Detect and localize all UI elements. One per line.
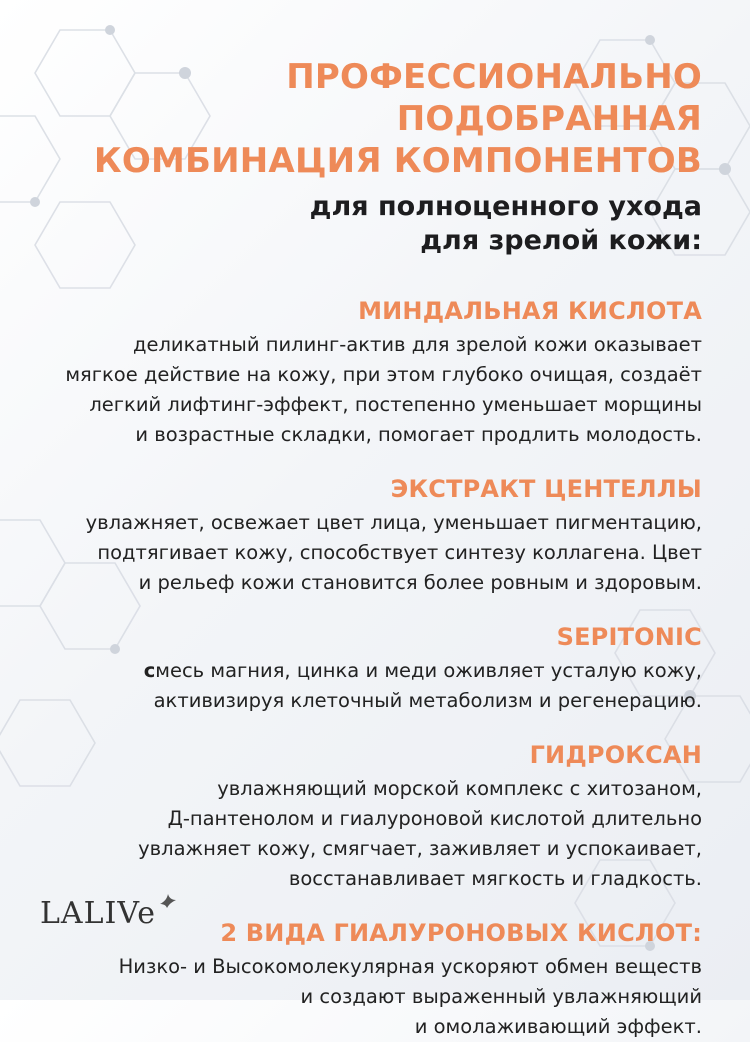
section-body	[40, 330, 702, 450]
section-title: SEPITONIC	[556, 623, 702, 651]
section-line: увлажняет кожу, смягчает, заживляет и успокаивает,	[138, 837, 702, 860]
section-line: Д-пантенолом и гиалуроновой кислотой длительно	[167, 807, 702, 830]
section-body	[40, 656, 702, 716]
section-line: увлажняет, освежает цвет лица, уменьшает пигментацию,	[85, 511, 702, 534]
section-title: ЭКСТРАКТ ЦЕНТЕЛЛЫ	[390, 475, 702, 503]
section-line: мягкое действие на кожу, при этом глубоко очищая, создаёт	[65, 363, 702, 386]
section-title: МИНДАЛЬНАЯ КИСЛОТА	[358, 297, 702, 325]
section-line: Низко- и Высокомолекулярная ускоряют обмен веществ	[118, 955, 702, 978]
subheadline	[40, 190, 702, 258]
section-mandelic-acid	[40, 296, 702, 450]
section-hyaluronic-acids	[40, 918, 702, 1042]
section-hydroxan	[40, 740, 702, 894]
section-line-text: месь магния, цинка и меди оживляет усталую кожу,	[155, 659, 702, 682]
section-body	[40, 774, 702, 894]
section-line	[40, 656, 702, 686]
section-line: и омолаживающий эффект.	[414, 1015, 702, 1038]
subheadline-line-1: для полноценного ухода	[309, 191, 702, 222]
section-line: и создают выраженный увлажняющий	[300, 985, 702, 1008]
section-line: деликатный пилинг-актив для зрелой кожи оказывает	[132, 333, 702, 356]
section-body	[40, 952, 702, 1042]
subheadline-line-2: для зрелой кожи:	[420, 225, 702, 256]
section-line: подтягивает кожу, способствует синтезу коллагена. Цвет	[97, 541, 702, 564]
section-title: 2 ВИДА ГИАЛУРОНОВЫХ КИСЛОТ:	[220, 919, 702, 947]
section-lead-letter: с	[143, 659, 156, 682]
section-title: ГИДРОКСАН	[529, 741, 702, 769]
bird-icon	[158, 892, 178, 910]
brand-logo-text: LALIVe	[40, 896, 157, 931]
section-line: активизируя клеточный метаболизм и регенерацию.	[153, 689, 702, 712]
headline	[40, 56, 702, 182]
headline-line-2: КОМБИНАЦИЯ КОМПОНЕНТОВ	[93, 141, 702, 181]
section-line: легкий лифтинг-эффект, постепенно уменьшает морщины	[89, 393, 702, 416]
section-centella-extract	[40, 474, 702, 598]
brand-logo	[40, 896, 178, 931]
section-line: увлажняющий морской комплекс с хитозаном,	[217, 777, 702, 800]
section-line: и возрастные складки, помогает продлить молодость.	[135, 423, 702, 446]
section-line: и рельеф кожи становится более ровным и здоровым.	[138, 571, 702, 594]
section-sepitonic	[40, 622, 702, 716]
section-body	[40, 508, 702, 598]
section-line: восстанавливает мягкость и гладкость.	[288, 867, 702, 890]
headline-line-1: ПРОФЕССИОНАЛЬНО ПОДОБРАННАЯ	[286, 57, 702, 139]
